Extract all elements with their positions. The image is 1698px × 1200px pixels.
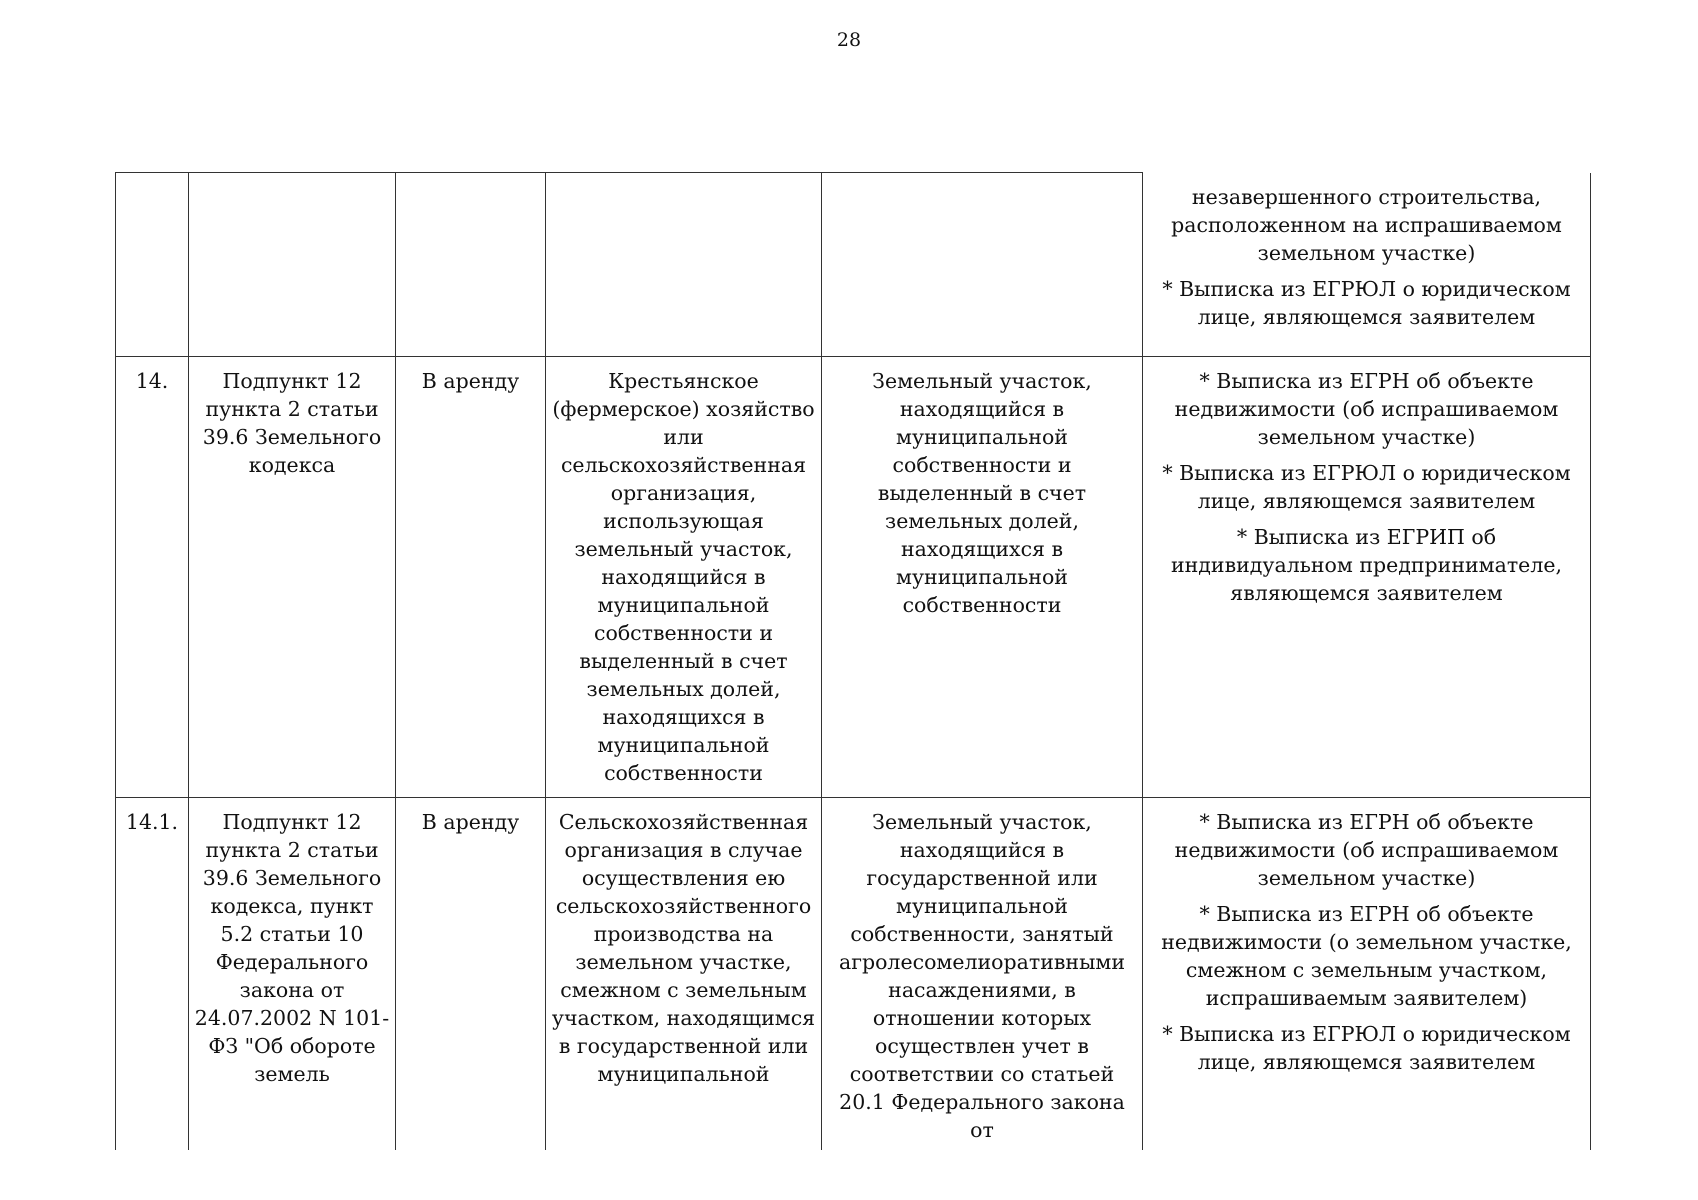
provision-type: В аренду [421, 369, 520, 393]
document-item: незавершенного строительства, расположенном на испрашиваемом земельном участке) [1171, 184, 1562, 265]
land-plot-cell [822, 357, 1143, 798]
legal-basis-cell [189, 173, 396, 357]
documents-cell [1143, 357, 1591, 798]
land-plot-description: Земельный участок, находящийся в государственной или муниципальной собственности, занятый агролесомелиоративными насаждениями, в отношении которых осуществлен учет в соответствии со статьей 20.1 Федерального закона от [839, 810, 1125, 1142]
documents-cell [1143, 798, 1591, 1151]
document-item: * Выписка из ЕГРН об объекте недвижимости (о земельном участке, смежном с земельным участком, испрашиваемым заявителем) [1161, 902, 1572, 1010]
document-item: * Выписка из ЕГРН об объекте недвижимости (об испрашиваемом земельном участке) [1174, 369, 1559, 449]
table-row [116, 798, 1591, 1151]
document-item: * Выписка из ЕГРИП об индивидуальном предпринимателе, являющемся заявителем [1170, 525, 1562, 605]
document-item: * Выписка из ЕГРН об объекте недвижимости (об испрашиваемом земельном участке) [1174, 810, 1559, 890]
row-number: 14.1. [125, 810, 179, 834]
applicant-cell [546, 173, 822, 357]
provision-type: В аренду [421, 810, 520, 834]
row-number: 14. [135, 369, 169, 393]
document-item: * Выписка из ЕГРЮЛ о юридическом лице, являющемся заявителем [1162, 276, 1571, 329]
row-number-cell [116, 173, 189, 357]
page-number: 28 [836, 29, 862, 51]
row-number-cell [116, 357, 189, 798]
applicant-description: Сельскохозяйственная организация в случае осуществления ею сельскохозяйственного производства на земельном участке, смежном с земельным участком, находящимся в государственной или муниципальной [551, 810, 816, 1086]
applicant-cell [546, 798, 822, 1151]
provision-type-cell [396, 173, 546, 357]
land-plot-cell [822, 173, 1143, 357]
applicant-description: Крестьянское (фермерское) хозяйство или сельскохозяйственная организация, использующая земельный участок, находящийся в муниципальной собственности и выделенный в счет земельных долей, находящихся в муниципальной собственности [552, 369, 815, 785]
provision-type-cell [396, 798, 546, 1151]
table-row [116, 357, 1591, 798]
row-number-cell [116, 798, 189, 1151]
land-plot-cell [822, 798, 1143, 1151]
document-item: * Выписка из ЕГРЮЛ о юридическом лице, являющемся заявителем [1162, 461, 1571, 513]
table-row [116, 173, 1591, 357]
legal-basis-cell [189, 357, 396, 798]
legal-basis-cell [189, 798, 396, 1151]
documents-cell [1143, 173, 1591, 357]
applicant-cell [546, 357, 822, 798]
document-item: * Выписка из ЕГРЮЛ о юридическом лице, являющемся заявителем [1162, 1022, 1571, 1074]
legal-basis: Подпункт 12 пункта 2 статьи 39.6 Земельного кодекса [202, 369, 382, 477]
provision-type-cell [396, 357, 546, 798]
land-plot-description: Земельный участок, находящийся в муниципальной собственности и выделенный в счет земельных долей, находящихся в муниципальной собственности [872, 369, 1092, 617]
legal-basis: Подпункт 12 пункта 2 статьи 39.6 Земельного кодекса, пункт 5.2 статьи 10 Федерального закона от 24.07.2002 N 101-ФЗ "Об обороте земель [194, 810, 390, 1086]
services-table [115, 172, 1591, 1150]
